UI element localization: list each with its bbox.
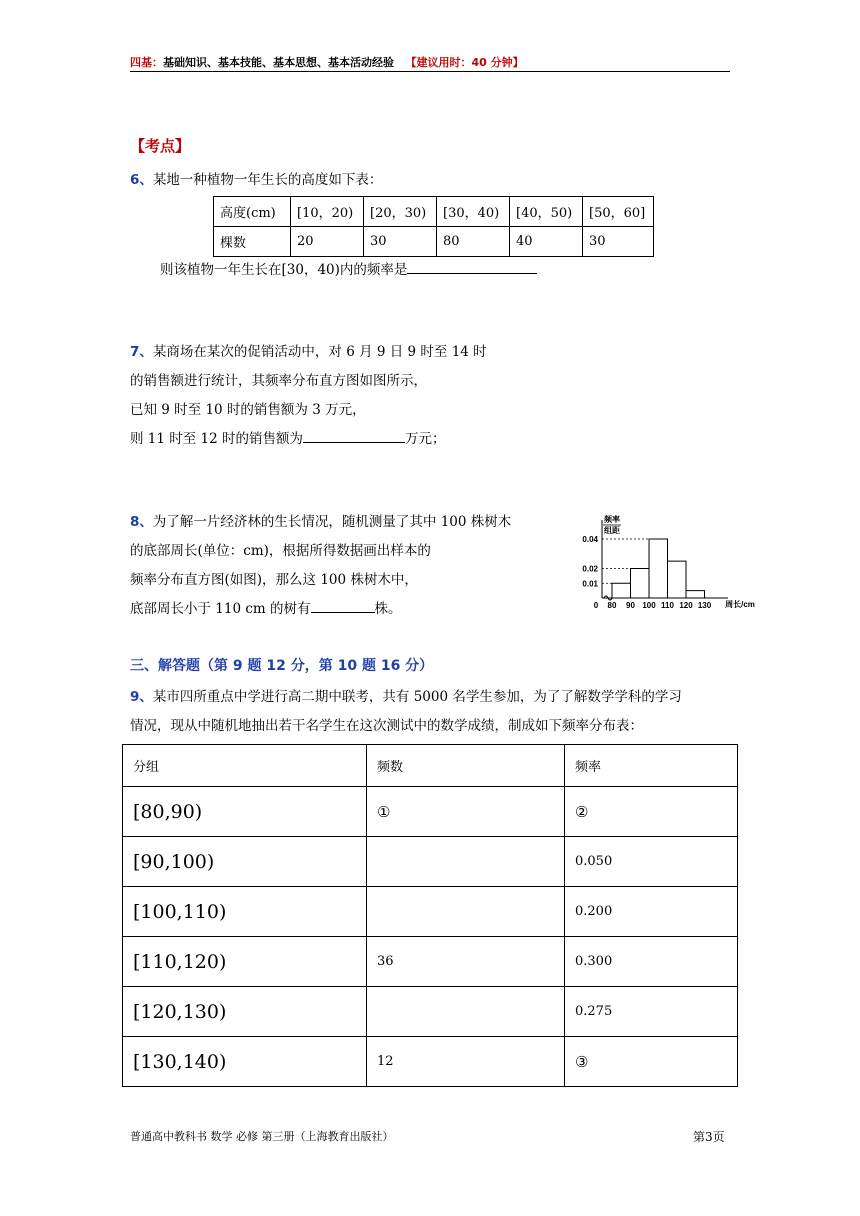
x-axis-label: 周长/cm	[725, 600, 755, 609]
table-row	[214, 227, 654, 257]
cell-count: 36	[367, 937, 565, 987]
question-9-line1: 某市四所重点中学进行高二期中联考，共有 5000 名学生参加，为了了解数学学科的学习	[152, 689, 682, 705]
answer-blank-8[interactable]	[311, 598, 375, 613]
histogram-bar	[612, 583, 631, 598]
y-axis-label-bottom: 组距	[604, 526, 620, 535]
question-9	[130, 683, 682, 741]
table-cell: [10，20)	[291, 197, 364, 227]
histogram-plot	[582, 514, 754, 610]
answer-blank-6[interactable]	[407, 259, 537, 274]
question-7	[130, 338, 487, 454]
x-tick-label: 110	[661, 601, 674, 610]
table-header-row	[123, 745, 738, 787]
question-8-unit: 株。	[374, 601, 402, 617]
question-6-after: 则该植物一年生长在[30，40)内的频率是	[160, 262, 408, 278]
page-number: 第3页	[693, 1130, 725, 1144]
question-7-line3: 已知 9 时至 10 时的销售额为 3 万元，	[130, 402, 366, 418]
table-cell: 高度(cm)	[214, 197, 291, 227]
x-tick-label: 80	[607, 601, 617, 610]
table-cell: 30	[583, 227, 654, 257]
question-8-line1: 为了解一片经济林的生长情况，随机测量了其中 100 株树木	[152, 514, 512, 530]
question-6-sep: 、	[139, 172, 153, 188]
histogram-bar	[631, 569, 650, 599]
header-group: 分组	[123, 745, 367, 787]
header-freq: 频率	[565, 745, 738, 787]
table-cell: 30	[364, 227, 437, 257]
question-9-sep: 、	[139, 689, 153, 705]
cell-count	[367, 837, 565, 887]
question-9-number: 9	[130, 689, 140, 705]
table-cell: 20	[291, 227, 364, 257]
y-tick-label: 0.01	[582, 579, 598, 589]
header-topics: 基础知识、基本技能、基本思想、基本活动经验	[163, 56, 394, 69]
table-row	[123, 787, 738, 837]
x-tick-label: 90	[626, 601, 635, 610]
table-cell: [20，30)	[364, 197, 437, 227]
cell-freq: 0.300	[565, 937, 738, 987]
question-8-number: 8	[130, 514, 140, 530]
y-axis-label-top: 频率	[604, 515, 620, 524]
x-tick-label: 120	[679, 601, 693, 610]
question-7-number: 7	[130, 344, 140, 360]
cell-group: [90,100)	[123, 837, 367, 887]
header-divider	[130, 71, 730, 72]
question-8-line4: 底部周长小于 110 cm 的树有	[130, 601, 311, 617]
cell-freq: 0.275	[565, 987, 738, 1037]
table-cell: 40	[510, 227, 583, 257]
section-3-title: 三、解答题（第 9 题 12 分，第 10 题 16 分）	[130, 658, 434, 674]
question-8-sep: 、	[139, 514, 153, 530]
cell-group: [80,90)	[123, 787, 367, 837]
cell-freq: 0.200	[565, 887, 738, 937]
question-8-line3: 频率分布直方图(如图)，那么这 100 株树木中，	[130, 572, 418, 588]
cell-group: [100,110)	[123, 887, 367, 937]
answer-blank-7[interactable]	[303, 428, 405, 443]
histogram-bar	[668, 561, 687, 598]
table-row	[123, 937, 738, 987]
header-label: 四基：	[130, 56, 163, 69]
question-6-text: 某地一种植物一年生长的高度如下表：	[152, 172, 383, 188]
cell-freq: 0.050	[565, 837, 738, 887]
question-7-line2: 的销售额进行统计，其频率分布直方图如图所示，	[130, 373, 427, 389]
section-kaodian: 【考点】	[130, 137, 191, 155]
cell-count: 12	[367, 1037, 565, 1087]
table-cell: [40，50)	[510, 197, 583, 227]
question-7-line1: 某商场在某次的促销活动中，对 6 月 9 日 9 时至 14 时	[152, 344, 487, 360]
question-7-sep: 、	[139, 344, 153, 360]
question-6-number: 6	[130, 172, 140, 188]
question-8	[130, 508, 511, 624]
cell-group: [130,140)	[123, 1037, 367, 1087]
question-6-prompt	[160, 256, 537, 285]
question-7-unit: 万元；	[405, 431, 446, 447]
question-9-line2: 情况，现从中随机地抽出若干名学生在这次测试中的数学成绩，制成如下频率分布表：	[130, 718, 643, 734]
x-tick-label: 100	[642, 601, 656, 610]
page-header	[130, 54, 524, 70]
cell-group: [120,130)	[123, 987, 367, 1037]
y-tick-label: 0.04	[582, 535, 598, 544]
histogram-bar	[649, 539, 668, 598]
table-row	[123, 887, 738, 937]
table-cell: [50，60]	[583, 197, 654, 227]
cell-group: [110,120)	[123, 937, 367, 987]
question-7-line4: 则 11 时至 12 时的销售额为	[130, 431, 304, 447]
table-cell: [30，40)	[437, 197, 510, 227]
histogram-bar	[686, 591, 705, 598]
histogram-chart	[570, 512, 760, 618]
question-6	[130, 166, 382, 195]
page-footer: 普通高中教科书 数学 必修 第三册（上海教育出版社）	[130, 1130, 394, 1143]
cell-freq: ③	[565, 1037, 738, 1087]
height-table	[213, 196, 654, 257]
x-tick-label: 130	[697, 601, 712, 610]
table-row	[123, 987, 738, 1037]
cell-freq: ②	[565, 787, 738, 837]
cell-count	[367, 987, 565, 1037]
frequency-table	[122, 744, 738, 1087]
header-count: 频数	[367, 745, 565, 787]
table-row	[123, 1037, 738, 1087]
cell-count	[367, 887, 565, 937]
y-tick-label: 0.02	[582, 564, 598, 574]
table-row	[123, 837, 738, 887]
table-cell: 80	[437, 227, 510, 257]
table-cell: 棵数	[214, 227, 291, 257]
cell-count: ①	[367, 787, 565, 837]
question-8-line2: 的底部周长(单位：cm)，根据所得数据画出样本的	[130, 543, 431, 559]
header-time: 【建议用时：40 分钟】	[405, 56, 524, 69]
origin-label: 0	[593, 601, 599, 610]
table-row	[214, 197, 654, 227]
